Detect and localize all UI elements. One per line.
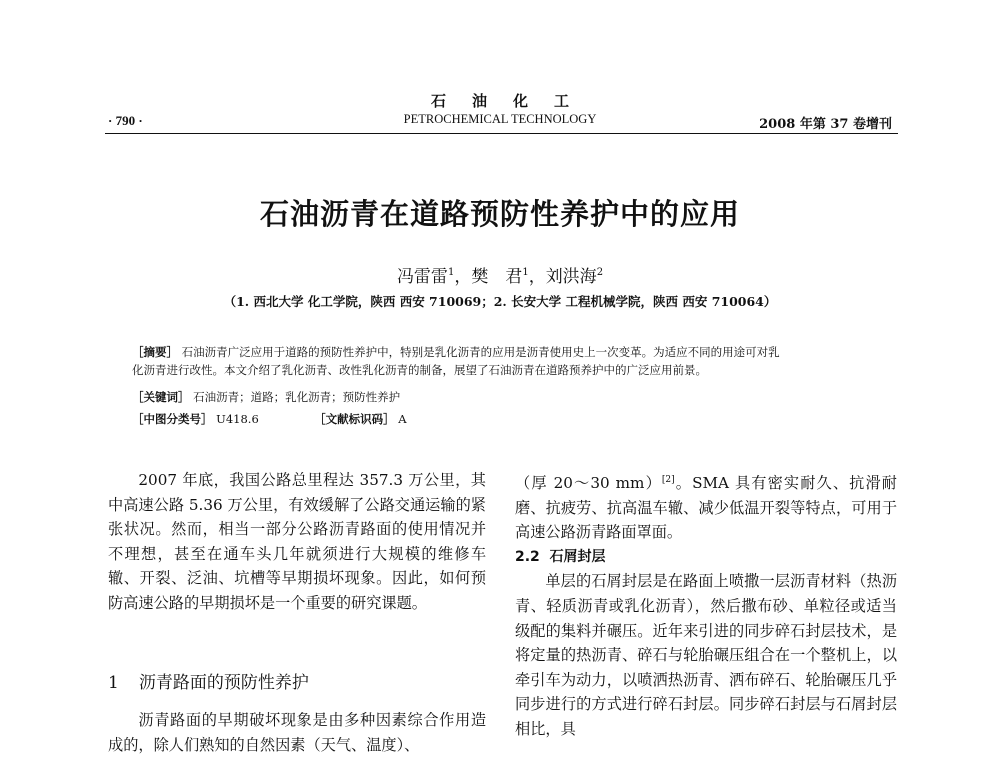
subsection-title: 石屑封层 bbox=[549, 548, 606, 565]
abstract-text-1: 石油沥青广泛应用于道路的预防性养护中，特别是乳化沥青的应用是沥青使用史上一次变革。为适应不同的用途可对乳 bbox=[181, 345, 780, 359]
sma-text-a: （厚 20～30 mm） bbox=[515, 474, 662, 492]
clc-label: ［中图分类号］ bbox=[132, 412, 213, 426]
subsection-number: 2.2 bbox=[515, 548, 540, 565]
clc-value: U418.6 bbox=[216, 412, 259, 426]
right-column bbox=[515, 468, 897, 742]
author-list bbox=[0, 262, 1000, 287]
doc-code-value: A bbox=[398, 412, 407, 426]
section-1-heading bbox=[108, 668, 329, 693]
header-rule bbox=[105, 133, 898, 134]
journal-title-en: PETROCHEMICAL TECHNOLOGY bbox=[403, 112, 597, 126]
section-2-2-heading bbox=[515, 545, 897, 570]
keywords-label: ［关键词］ bbox=[132, 390, 190, 404]
issue-info: 2008 年第 37 卷增刊 bbox=[759, 117, 892, 132]
abstract bbox=[132, 343, 872, 379]
intro-paragraph: 2007 年底，我国公路总里程达 357.3 万公里，其中高速公路 5.36 万公里，有效缓解了公路交通运输的紧张状况。然而，相当一部分公路沥青路面的使用情况并不理想，甚至在通车头几年就须进行大规模的维修车辙、开裂、泛油、坑槽等早期损坏现象。因此，如何预防高速公路的早期损坏是一个重要的研究课题。 bbox=[108, 471, 486, 612]
keywords bbox=[132, 388, 872, 406]
doc-code-label: ［文献标识码］ bbox=[314, 412, 395, 426]
section-number: 1 bbox=[108, 673, 119, 693]
abstract-line-1 bbox=[132, 343, 872, 361]
chip-seal-paragraph: 单层的石屑封层是在路面上喷撒一层沥青材料（热沥青、轻质沥青或乳化沥青），然后撒布砂、单粒径或适当级配的集料并碾压。近年来引进的同步碎石封层技术，是将定量的热沥青、碎石与轮胎碾压组合在一个整机上，以牵引车为动力，以喷洒热沥青、洒布碎石、轮胎碾压几乎同步进行的方式进行碎石封层。同步碎石封层与石屑封层相比，具 bbox=[515, 572, 897, 738]
author-separator: ， bbox=[528, 267, 546, 287]
author-name: 刘洪海 bbox=[545, 267, 597, 287]
section-title: 沥青路面的预防性养护 bbox=[138, 673, 309, 693]
left-column bbox=[108, 468, 486, 616]
classification bbox=[132, 410, 872, 428]
author-separator: ， bbox=[454, 267, 472, 287]
keywords-text: 石油沥青；道路；乳化沥青；预防性养护 bbox=[193, 390, 401, 404]
citation-ref: [2] bbox=[661, 475, 675, 485]
author-name: 冯雷雷 bbox=[396, 267, 448, 287]
journal-title-cn: 石油化工 bbox=[430, 92, 595, 110]
author-affiliation-mark: 1 bbox=[522, 267, 529, 278]
section-1-paragraph bbox=[108, 708, 486, 757]
abstract-line-2: 化沥青进行改性。本文介绍了乳化沥青、改性乳化沥青的制备，展望了石油沥青在道路预养护中的广泛应用前景。 bbox=[132, 363, 707, 377]
page-number: · 790 · bbox=[108, 113, 143, 128]
article-title: 石油沥青在道路预防性养护中的应用 bbox=[259, 197, 740, 231]
author-name: 樊 君 bbox=[471, 267, 523, 287]
sma-text-b: 。SMA 具有密实耐久、抗滑耐磨、抗疲劳、抗高温车辙、减少低温开裂等特点，可用于高速公路沥青路面罩面。 bbox=[515, 474, 897, 542]
abstract-label: ［摘要］ bbox=[132, 345, 178, 359]
affiliations: （1. 西北大学 化工学院，陕西 西安 710069；2. 长安大学 工程机械学院，陕西 西安 710064） bbox=[223, 294, 777, 309]
author-affiliation-mark: 1 bbox=[447, 267, 455, 278]
author-affiliation-mark: 2 bbox=[596, 267, 604, 278]
section-1-text: 沥青路面的早期破坏现象是由多种因素综合作用造成的，除人们熟知的自然因素（天气、温度）、 bbox=[108, 711, 486, 754]
sma-paragraph bbox=[515, 468, 897, 545]
